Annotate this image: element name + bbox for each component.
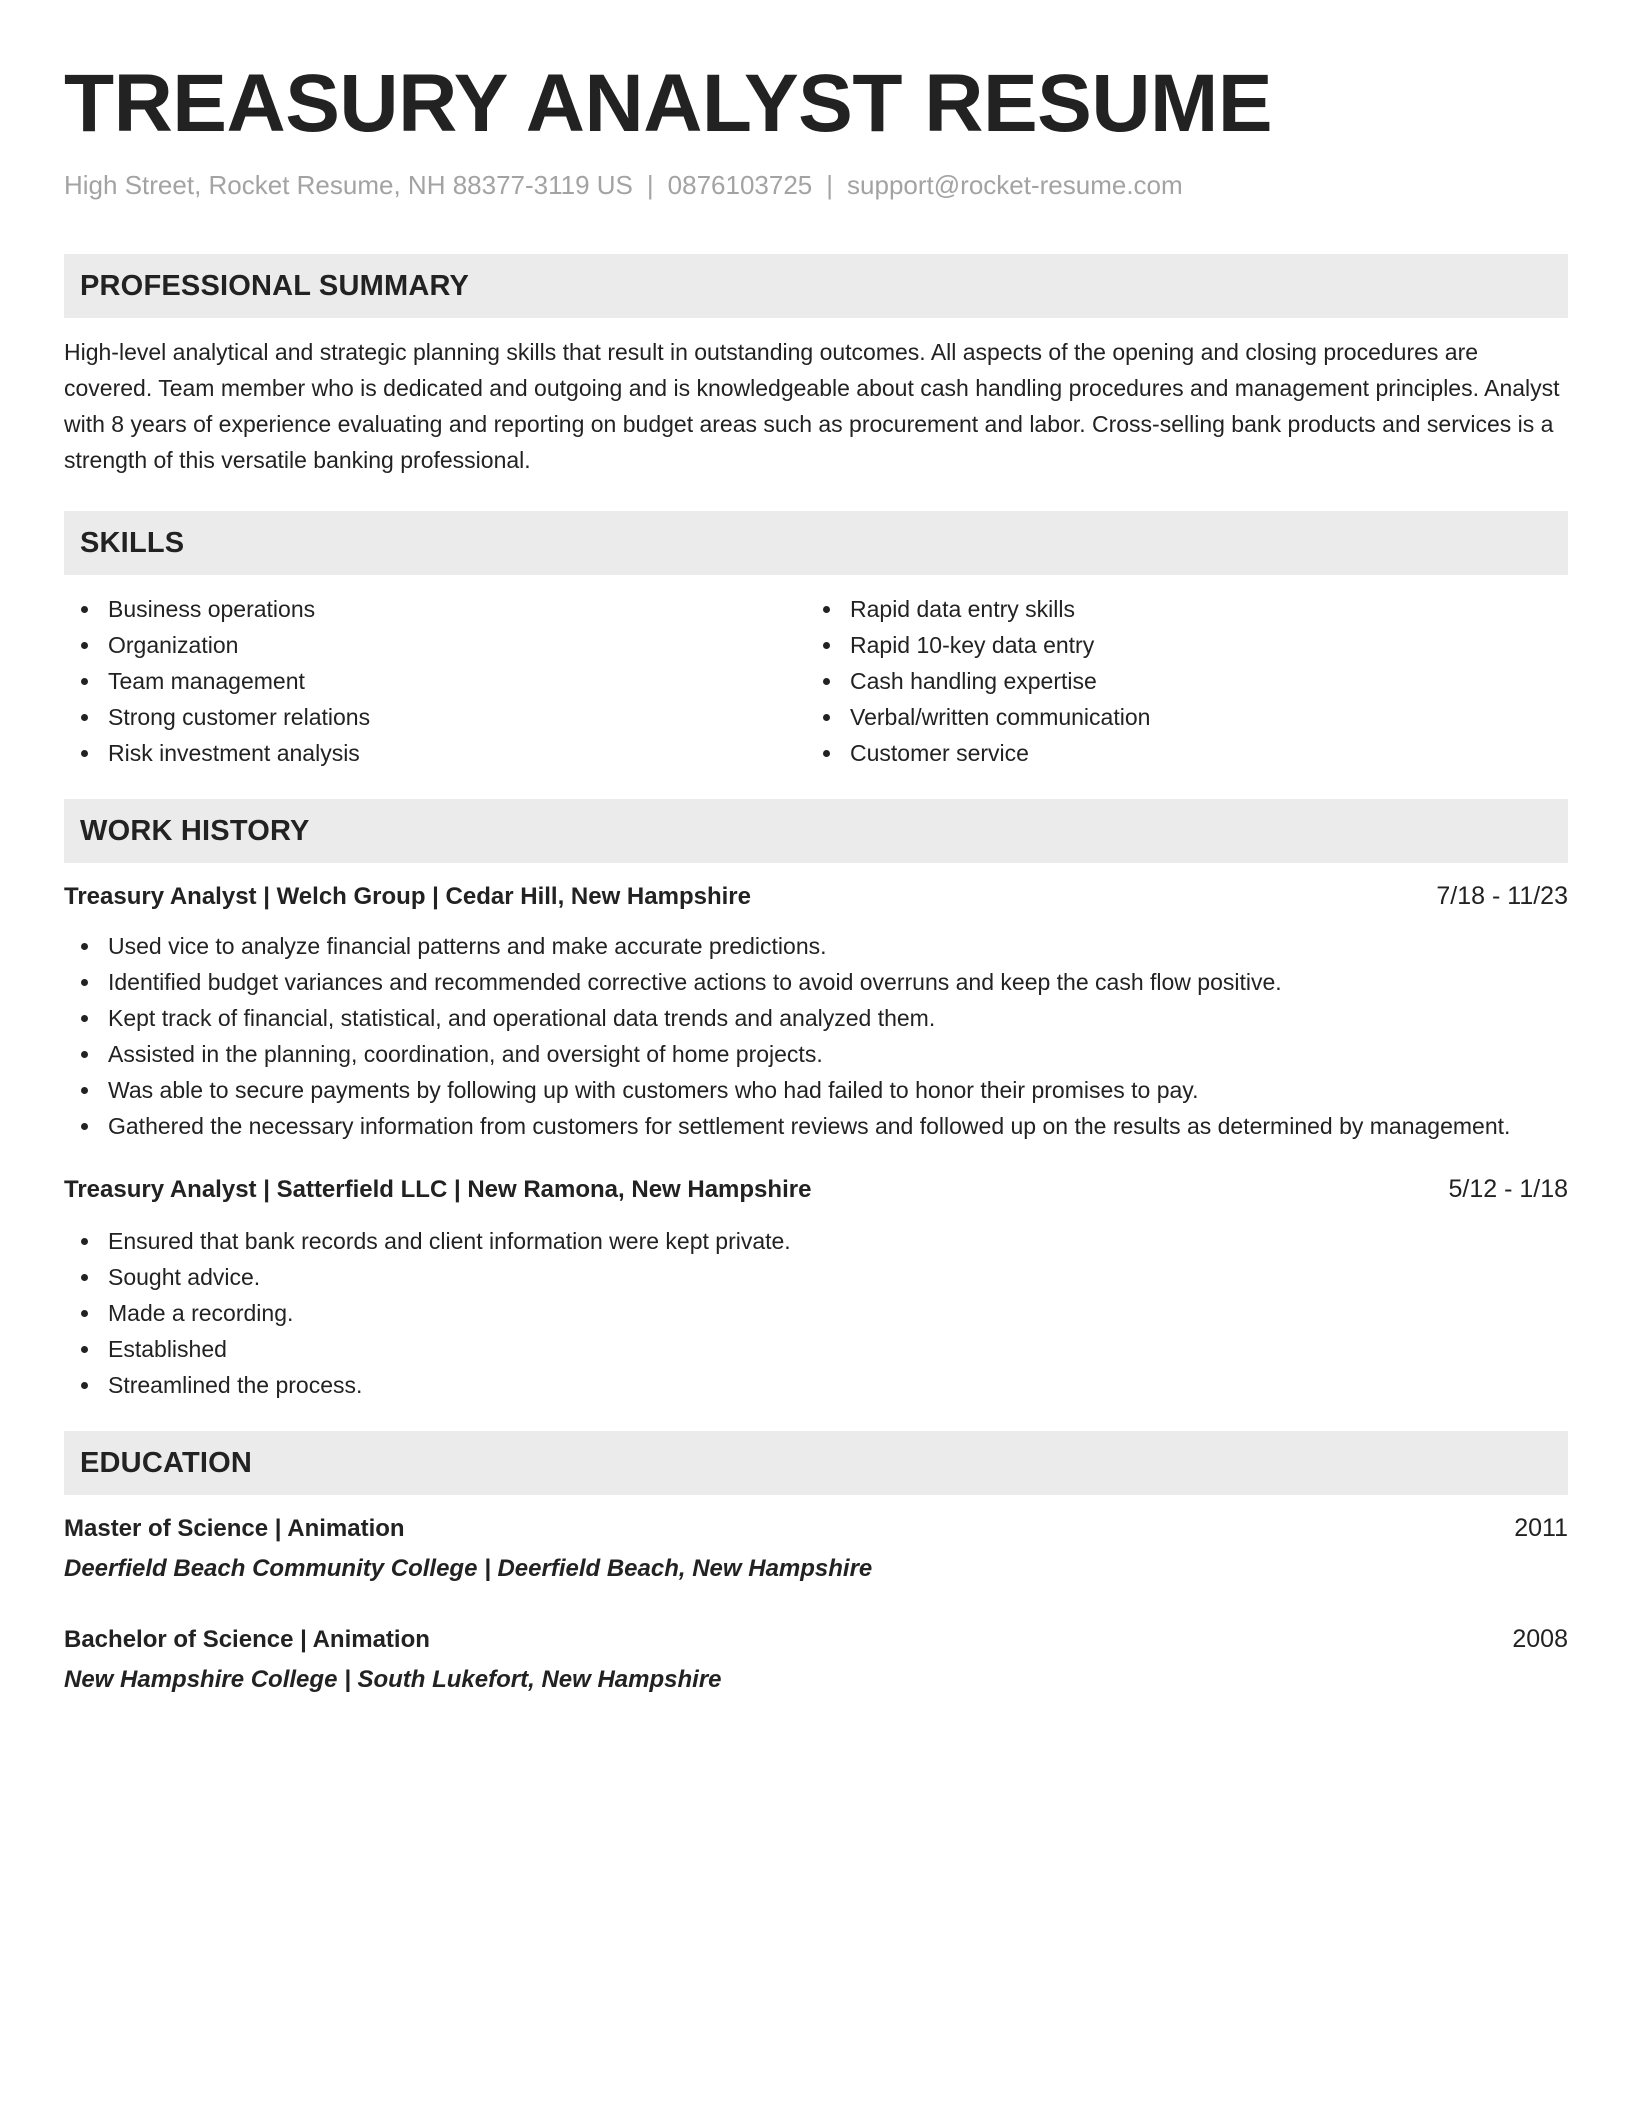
job-entry xyxy=(64,1172,1568,1403)
skill-item: Organization xyxy=(64,627,806,663)
resume-page xyxy=(64,56,1568,1697)
contact-address: High Street, Rocket Resume, NH 88377-3119 US xyxy=(64,170,633,200)
resume-title: TREASURY ANALYST RESUME xyxy=(64,58,1273,149)
contact-separator: | xyxy=(826,170,834,200)
education-degree: Bachelor of Science | Animation xyxy=(64,1626,430,1653)
job-bullet: Identified budget variances and recommended corrective actions to avoid overruns and keep the cash flow positive. xyxy=(64,964,1568,1000)
skill-item: Customer service xyxy=(806,735,1548,771)
skills-grid xyxy=(64,591,1568,771)
education-entry xyxy=(64,1511,1568,1586)
job-bullet: Gathered the necessary information from customers for settlement reviews and followed up on the results as determined by management. xyxy=(64,1108,1568,1144)
section-heading-education: EDUCATION xyxy=(64,1431,1568,1495)
education-entry xyxy=(64,1622,1568,1697)
job-entry xyxy=(64,879,1568,1144)
skill-item: Team management xyxy=(64,663,806,699)
job-title: Treasury Analyst | Welch Group | Cedar Hill, New Hampshire xyxy=(64,883,751,910)
contact-line xyxy=(64,168,1568,202)
skills-column-right xyxy=(806,591,1548,771)
contact-phone: 0876103725 xyxy=(667,170,813,200)
job-header xyxy=(64,879,1568,914)
section-heading-skills: SKILLS xyxy=(64,511,1568,575)
education-year: 2011 xyxy=(1514,1514,1568,1542)
job-bullet: Kept track of financial, statistical, and operational data trends and analyzed them. xyxy=(64,1000,1568,1036)
contact-email: support@rocket-resume.com xyxy=(847,170,1183,200)
job-bullet: Established xyxy=(64,1331,1568,1367)
job-bullets xyxy=(64,928,1568,1144)
skill-item: Rapid 10-key data entry xyxy=(806,627,1548,663)
skill-item: Business operations xyxy=(64,591,806,627)
education-header xyxy=(64,1622,1568,1657)
job-dates: 7/18 - 11/23 xyxy=(1436,882,1568,910)
skill-item: Risk investment analysis xyxy=(64,735,806,771)
job-bullet: Was able to secure payments by following up with customers who had failed to honor their promises to pay. xyxy=(64,1072,1568,1108)
summary-text: High-level analytical and strategic planning skills that result in outstanding outcomes. All aspects of the opening and closing procedures are covered. Team member who is dedicated and outgoing and is knowledgeable about cash handling procedures and management principles. Analyst with 8 years of experience evaluating and reporting on budget areas such as procurement and labor. Cross-selling bank products and services is a strength of this versatile banking professional. xyxy=(64,339,1560,473)
job-bullets xyxy=(64,1223,1568,1403)
job-bullet: Sought advice. xyxy=(64,1259,1568,1295)
skill-item: Strong customer relations xyxy=(64,699,806,735)
contact-separator: | xyxy=(646,170,654,200)
job-title: Treasury Analyst | Satterfield LLC | New Ramona, New Hampshire xyxy=(64,1176,812,1203)
job-bullet: Made a recording. xyxy=(64,1295,1568,1331)
education-school: New Hampshire College | South Lukefort, New Hampshire xyxy=(64,1666,722,1693)
skill-item: Verbal/written communication xyxy=(806,699,1548,735)
education-header xyxy=(64,1511,1568,1546)
job-bullet: Assisted in the planning, coordination, and oversight of home projects. xyxy=(64,1036,1568,1072)
job-header xyxy=(64,1172,1568,1207)
job-bullet: Used vice to analyze financial patterns and make accurate predictions. xyxy=(64,928,1568,964)
education-degree: Master of Science | Animation xyxy=(64,1515,405,1542)
education-school: Deerfield Beach Community College | Deerfield Beach, New Hampshire xyxy=(64,1555,873,1582)
skill-item: Cash handling expertise xyxy=(806,663,1548,699)
section-heading-summary: PROFESSIONAL SUMMARY xyxy=(64,254,1568,318)
education-year: 2008 xyxy=(1512,1625,1568,1653)
job-bullet: Ensured that bank records and client information were kept private. xyxy=(64,1223,1568,1259)
job-dates: 5/12 - 1/18 xyxy=(1448,1175,1568,1203)
job-bullet: Streamlined the process. xyxy=(64,1367,1568,1403)
skill-item: Rapid data entry skills xyxy=(806,591,1548,627)
skills-column-left xyxy=(64,591,806,771)
section-heading-work-history: WORK HISTORY xyxy=(64,799,1568,863)
